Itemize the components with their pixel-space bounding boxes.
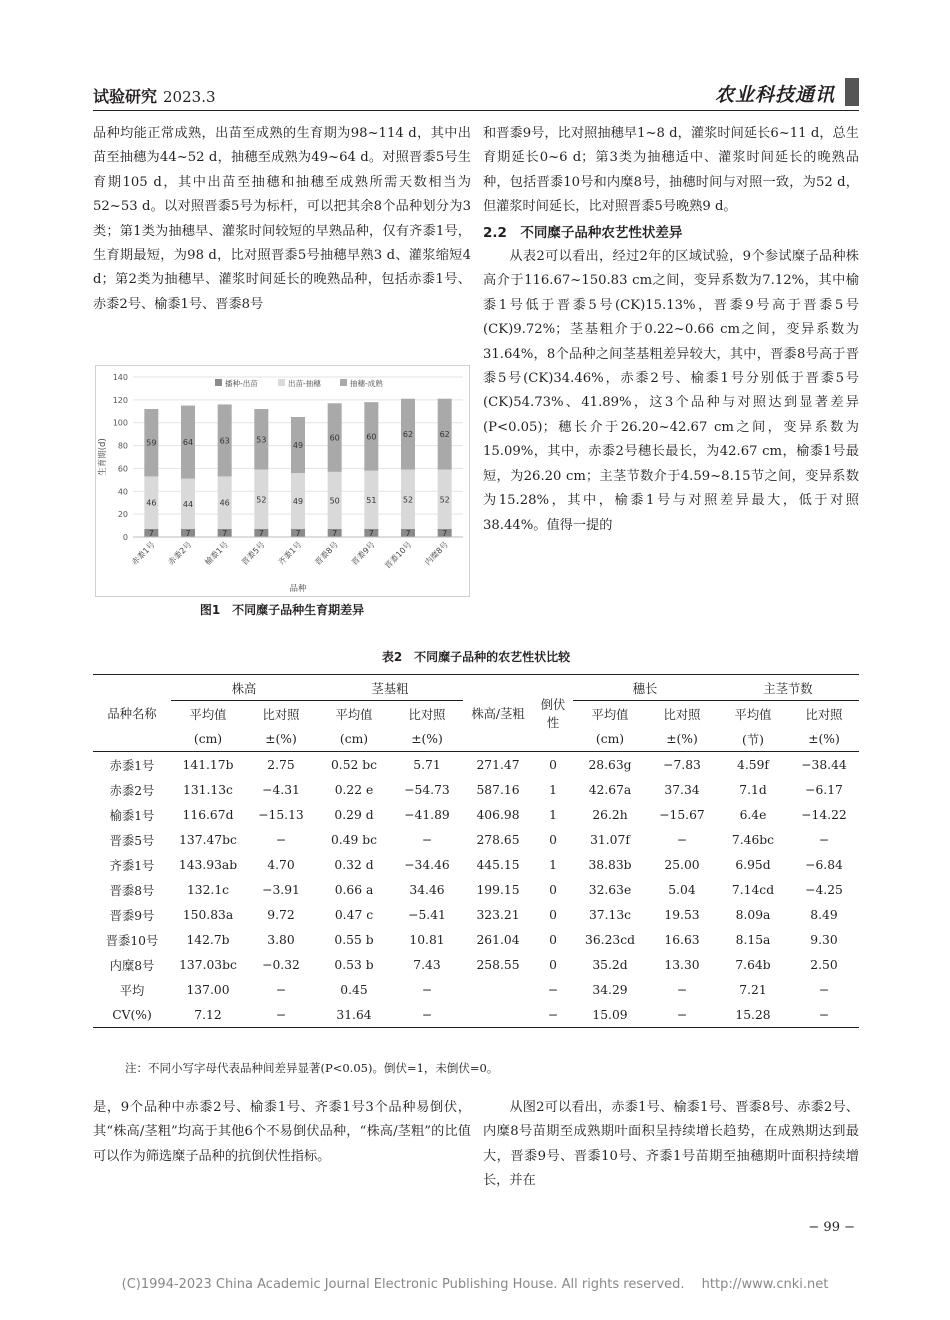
table-cell: 8.09a bbox=[735, 907, 771, 922]
bottom-left-paragraph: 是，9个品种中赤黍2号、榆黍1号、齐黍1号3个品种易倒伏，其“株高/茎粗”均高于其他6个不易倒伏品种，“株高/茎粗”的比值可以作为筛选糜子品种的抗倒伏性指标。 bbox=[93, 1100, 471, 1164]
table-cell: − bbox=[789, 1002, 859, 1028]
table-cell: 0.52 bc bbox=[317, 752, 391, 778]
table-cell: 42.67a bbox=[588, 782, 632, 797]
left-paragraph-1: 品种均能正常成熟，出苗至成熟的生育期为98~114 d，其中出苗至抽穗为44~52 d，抽穗至成熟为49~64 d。对照晋黍5号生育期105 d，其中出苗至抽穗和抽穗至成熟所需天数相当为52~53 d。以对照晋黍5号为标杆，可以把其余8个品种划分为3类；第1类为抽穗早、灌浆时间较短的早熟品种，仅有齐黍1号，生育期最短，为98 d，比对照晋黍5号抽穗早熟3 d、灌浆缩短4 d；第2类为抽穗早、灌浆时间延长的晚熟品种，包括赤黍1号、赤黍2号、榆黍1号、晋黍8号 bbox=[93, 126, 471, 312]
table-cell: −7.83 bbox=[647, 752, 717, 778]
row-label: 榆黍1号 bbox=[109, 808, 155, 823]
th-unit: ±(%) bbox=[265, 731, 297, 746]
table-cell: 137.03bc bbox=[179, 957, 237, 972]
table-cell: 0 bbox=[549, 932, 557, 947]
th-avg: 平均值 bbox=[171, 701, 245, 727]
th-cmp: 比对照 bbox=[245, 701, 317, 727]
data-label: 52 bbox=[402, 495, 414, 505]
th-cmp: 比对照 bbox=[647, 701, 717, 727]
table-cell: 13.30 bbox=[664, 957, 700, 972]
table-cell: 34.46 bbox=[409, 882, 445, 897]
y-axis-label: 生育期(d) bbox=[98, 438, 108, 476]
right-column bbox=[483, 122, 859, 538]
table-2 bbox=[93, 674, 859, 1028]
table-cell: 26.2h bbox=[592, 807, 628, 822]
table-cell: 132.1c bbox=[186, 882, 230, 897]
page-number: − 99 − bbox=[808, 1220, 855, 1235]
x-tick-label: 晋黍10号 bbox=[382, 540, 414, 571]
journal-logo: 农业科技通讯 bbox=[714, 84, 835, 106]
th-cmp: 比对照 bbox=[789, 701, 859, 727]
x-tick-label: 榆黍1号 bbox=[203, 540, 231, 567]
data-label: 50 bbox=[329, 496, 340, 506]
header-marker bbox=[845, 78, 859, 106]
legend-swatch bbox=[215, 379, 222, 386]
table-cell: 1 bbox=[549, 857, 557, 872]
table-cell: 7.64b bbox=[735, 957, 771, 972]
table-cell: −4.25 bbox=[805, 882, 843, 897]
table-cell: 3.80 bbox=[267, 932, 295, 947]
table-cell: 323.21 bbox=[476, 907, 520, 922]
table-cell: 0.47 c bbox=[334, 907, 374, 922]
table-cell: 9.72 bbox=[267, 907, 295, 922]
table-cell: −5.41 bbox=[408, 907, 446, 922]
th-panicle: 穗长 bbox=[573, 675, 717, 701]
th-nodes: 主茎节数 bbox=[717, 675, 859, 701]
table-cell: 16.63 bbox=[664, 932, 700, 947]
table-cell: 116.67d bbox=[182, 807, 234, 822]
row-label: 晋黍10号 bbox=[105, 933, 159, 948]
x-tick-label: 内糜8号 bbox=[423, 540, 451, 567]
y-tick-label: 40 bbox=[117, 487, 128, 497]
th-unit: ±(%) bbox=[666, 731, 698, 746]
x-tick-label: 晋黍8号 bbox=[313, 540, 341, 567]
data-label: 60 bbox=[366, 432, 377, 442]
th-avg: 平均值 bbox=[317, 701, 391, 727]
legend-swatch bbox=[340, 379, 347, 386]
table-cell: −54.73 bbox=[404, 782, 450, 797]
table-cell: − bbox=[647, 1002, 717, 1028]
table-cell: 7.46bc bbox=[731, 832, 775, 847]
row-label: 平均 bbox=[119, 983, 145, 998]
data-label: 7 bbox=[258, 529, 264, 538]
table-cell: − bbox=[275, 832, 287, 847]
data-label: 46 bbox=[219, 498, 230, 508]
table-cell: −15.67 bbox=[659, 807, 705, 822]
right-paragraph-1: 和晋黍9号，比对照抽穗早1~8 d，灌浆时间延长6~11 d，总生育期延长0~6 d；第3类为抽穗适中、灌浆时间延长的晚熟品种，包括晋黍10号和内糜8号，抽穗时间与对照一致，为52 d，但灌浆时间延长，比对照晋黍5号晚熟9 d。 bbox=[483, 126, 859, 215]
table-row bbox=[93, 852, 859, 877]
data-label: 59 bbox=[146, 438, 157, 448]
table-2-caption: 表2 不同糜子品种的农艺性状比较 bbox=[381, 650, 571, 664]
table-cell: 10.81 bbox=[409, 932, 445, 947]
table-cell: 2.50 bbox=[810, 957, 838, 972]
table-cell: − bbox=[533, 1002, 573, 1028]
table-cell: − bbox=[818, 832, 830, 847]
table-cell: 31.64 bbox=[317, 1002, 391, 1028]
row-label: 赤黍2号 bbox=[109, 783, 155, 798]
table-cell: 8.15a bbox=[735, 932, 771, 947]
th-unit: ±(%) bbox=[411, 731, 443, 746]
table-cell: 32.63e bbox=[588, 882, 632, 897]
left-column bbox=[93, 122, 471, 317]
table-row bbox=[93, 952, 859, 977]
th-unit: (节) bbox=[742, 732, 764, 747]
table-cell: 4.59f bbox=[717, 752, 789, 778]
table-cell: 137.47bc bbox=[179, 832, 237, 847]
table-cell: 0 bbox=[549, 907, 557, 922]
data-label: 44 bbox=[182, 499, 194, 509]
table-cell: 9.30 bbox=[810, 932, 838, 947]
bottom-left-column bbox=[93, 1096, 471, 1169]
table-cell: − bbox=[275, 982, 287, 997]
row-label: 晋黍9号 bbox=[109, 908, 155, 923]
table-row bbox=[93, 777, 859, 802]
row-label: CV(%) bbox=[93, 1002, 171, 1028]
data-label: 62 bbox=[439, 430, 450, 440]
table-cell: 0.45 bbox=[340, 982, 368, 997]
data-label: 7 bbox=[222, 529, 228, 538]
y-tick-label: 140 bbox=[112, 373, 128, 382]
table-cell: 6.95d bbox=[735, 857, 771, 872]
table-cell: −34.46 bbox=[404, 857, 450, 872]
th-unit: (cm) bbox=[595, 731, 625, 746]
section-2-2-title: 2.2 不同糜子品种农艺性状差异 bbox=[483, 224, 683, 241]
table-cell: 143.93ab bbox=[178, 857, 238, 872]
bottom-right-paragraph: 从图2可以看出，赤黍1号、榆黍1号、晋黍8号、赤黍2号、内糜8号苗期至成熟期叶面积呈持续增长趋势，在成熟期达到最大，晋黍9号、晋黍10号、齐黍1号苗期至抽穗期叶面积持续增长，并在 bbox=[483, 1100, 859, 1189]
row-label: 晋黍5号 bbox=[109, 833, 155, 848]
legend-entry: 播种-出苗 bbox=[225, 379, 258, 388]
table-cell: 258.55 bbox=[476, 957, 520, 972]
table-cell: 0.49 bc bbox=[330, 832, 378, 847]
x-axis-label: 品种 bbox=[289, 584, 307, 594]
th-name: 品种名称 bbox=[93, 675, 171, 752]
table-cell: 0.53 b bbox=[334, 957, 374, 972]
y-tick-label: 80 bbox=[117, 441, 128, 451]
table-cell: −38.44 bbox=[789, 752, 859, 778]
table-cell: 7.14cd bbox=[731, 882, 775, 897]
table-cell: 406.98 bbox=[476, 807, 520, 822]
table-cell: 1 bbox=[549, 782, 557, 797]
data-label: 7 bbox=[185, 529, 191, 538]
section-label: 试验研究 bbox=[93, 87, 158, 106]
table-row bbox=[93, 802, 859, 827]
table-cell: 141.17b bbox=[171, 752, 245, 778]
legend-swatch bbox=[278, 379, 285, 386]
table-row bbox=[93, 927, 859, 952]
table-cell: 0 bbox=[549, 882, 557, 897]
table-cell: −3.91 bbox=[262, 882, 300, 897]
table-row bbox=[93, 752, 859, 778]
table-cell: 142.7b bbox=[186, 932, 230, 947]
table-cell: 7.1d bbox=[739, 782, 767, 797]
table-cell: 131.13c bbox=[183, 782, 233, 797]
row-label: 晋黍8号 bbox=[109, 883, 155, 898]
table-cell: 0.29 d bbox=[334, 807, 374, 822]
table-cell: 37.34 bbox=[664, 782, 700, 797]
table-cell: −0.32 bbox=[262, 957, 300, 972]
th-ratio: 株高/茎粗 bbox=[463, 675, 533, 752]
data-label: 64 bbox=[182, 438, 194, 448]
data-label: 63 bbox=[219, 436, 230, 446]
th-height: 株高 bbox=[171, 675, 317, 701]
th-lodging: 倒伏性 bbox=[533, 675, 573, 752]
table-cell: 0 bbox=[549, 957, 557, 972]
table-cell: −6.84 bbox=[805, 857, 843, 872]
table-cell: 2.75 bbox=[245, 752, 317, 778]
data-label: 53 bbox=[256, 435, 267, 445]
y-tick-label: 120 bbox=[112, 395, 128, 405]
th-cmp: 比对照 bbox=[391, 701, 463, 727]
table-cell: −15.13 bbox=[258, 807, 304, 822]
table-cell: 0.66 a bbox=[334, 882, 374, 897]
table-cell: − bbox=[547, 982, 559, 997]
row-label: 赤黍1号 bbox=[93, 752, 171, 778]
y-tick-label: 20 bbox=[117, 510, 128, 520]
row-label: 齐黍1号 bbox=[109, 858, 155, 873]
data-label: 7 bbox=[405, 529, 411, 538]
table-row bbox=[93, 977, 859, 1002]
legend-entry: 抽穗-成熟 bbox=[350, 379, 383, 388]
table-cell: 271.47 bbox=[463, 752, 533, 778]
x-tick-label: 齐黍1号 bbox=[276, 540, 304, 567]
table-cell: 36.23cd bbox=[585, 932, 635, 947]
table-cell: −14.22 bbox=[801, 807, 847, 822]
data-label: 7 bbox=[332, 529, 338, 538]
table-cell: 137.00 bbox=[186, 982, 230, 997]
table-cell: 0 bbox=[533, 752, 573, 778]
table-cell: 34.29 bbox=[592, 982, 628, 997]
table-cell: 150.83a bbox=[182, 907, 234, 922]
x-tick-label: 晋黍9号 bbox=[349, 540, 377, 567]
table-cell: 7.12 bbox=[171, 1002, 245, 1028]
row-label: 内糜8号 bbox=[109, 958, 155, 973]
th-avg: 平均值 bbox=[573, 701, 647, 727]
figure-1-caption: 图1 不同糜子品种生育期差异 bbox=[199, 603, 365, 617]
table-cell: 7.43 bbox=[413, 957, 441, 972]
table-cell: 6.4e bbox=[739, 807, 767, 822]
data-label: 7 bbox=[148, 529, 154, 538]
table-cell: − bbox=[245, 1002, 317, 1028]
right-paragraph-2: 从表2可以看出，经过2年的区域试验，9个参试糜子品种株高介于116.67~150.83 cm之间，变异系数为7.12%，其中榆黍1号低于晋黍5号(CK)15.13%，晋黍9号高于晋黍5号(CK)9.72%；茎基粗介于0.22~0.66 cm之间，变异系数为31.64%，8个品种之间茎基粗差异较大，其中，晋黍8号高于晋黍5号(CK)34.46%，赤黍2号、榆黍1号分别低于晋黍5号(CK)54.73%、41.89%，这3个品种与对照达到显著差异(P<0.05)；穗长介于26.20~42.67 cm之间，变异系数为15.09%，其中，赤黍2号穗长最长，为42.67 cm，榆黍1号最短，为26.20 cm；主茎节数介于4.59~8.15节之间，变异系数为15.28%，其中，榆黍1号与对照差异最大，低于对照38.44%。值得一提的 bbox=[483, 249, 859, 533]
data-label: 52 bbox=[439, 495, 450, 505]
table-cell: − bbox=[818, 982, 830, 997]
data-label: 62 bbox=[402, 430, 414, 440]
table-cell: 25.00 bbox=[664, 857, 700, 872]
legend-entry: 出苗-抽穗 bbox=[288, 379, 321, 388]
bottom-right-column bbox=[483, 1096, 859, 1194]
table-cell: − bbox=[676, 832, 688, 847]
table-cell: − bbox=[391, 1002, 463, 1028]
table-cell: − bbox=[676, 982, 688, 997]
th-stem: 茎基粗 bbox=[317, 675, 463, 701]
table-cell: 278.65 bbox=[476, 832, 520, 847]
th-avg: 平均值 bbox=[717, 701, 789, 727]
table-cell: −6.17 bbox=[805, 782, 843, 797]
th-unit: (cm) bbox=[193, 731, 223, 746]
table-cell: 5.71 bbox=[391, 752, 463, 778]
table-cell: 15.28 bbox=[717, 1002, 789, 1028]
table-cell: − bbox=[421, 982, 433, 997]
data-label: 7 bbox=[442, 529, 448, 538]
table-cell: −4.31 bbox=[262, 782, 300, 797]
y-tick-label: 60 bbox=[117, 464, 128, 474]
running-header bbox=[93, 84, 216, 107]
issue-label: 2023.3 bbox=[163, 88, 216, 106]
table-cell: 0.32 d bbox=[334, 857, 374, 872]
data-label: 49 bbox=[292, 441, 304, 450]
copyright-footer: (C)1994-2023 China Academic Journal Electronic Publishing House. All rights reserved. http://www.cnki.net bbox=[121, 1277, 829, 1292]
x-tick-label: 赤黍2号 bbox=[166, 540, 194, 567]
th-unit: (cm) bbox=[339, 731, 369, 746]
x-tick-label: 晋黍5号 bbox=[239, 540, 267, 567]
table-cell bbox=[463, 977, 533, 1002]
table-cell: 8.49 bbox=[810, 907, 838, 922]
data-label: 7 bbox=[368, 529, 374, 538]
table-row bbox=[93, 1002, 859, 1028]
data-label: 7 bbox=[295, 529, 301, 538]
table-row bbox=[93, 902, 859, 927]
table-cell: 587.16 bbox=[476, 782, 520, 797]
table-cell: 31.07f bbox=[590, 832, 630, 847]
table-cell: 4.70 bbox=[267, 857, 295, 872]
table-cell: 1 bbox=[549, 807, 557, 822]
data-label: 60 bbox=[329, 433, 340, 443]
table-note: 注：不同小写字母代表品种间差异显著(P<0.05)。倒伏=1，未倒伏=0。 bbox=[125, 1061, 499, 1075]
table-cell: − bbox=[421, 832, 433, 847]
y-tick-label: 0 bbox=[122, 533, 128, 542]
table-cell: 35.2d bbox=[592, 957, 628, 972]
data-label: 51 bbox=[366, 495, 377, 505]
table-cell: 7.21 bbox=[739, 982, 767, 997]
table-cell: 15.09 bbox=[573, 1002, 647, 1028]
table-cell: 0.55 b bbox=[334, 932, 374, 947]
x-tick-label: 赤黍1号 bbox=[129, 540, 157, 567]
table-cell: 5.04 bbox=[668, 882, 696, 897]
table-cell: 28.63g bbox=[573, 752, 647, 778]
table-cell: 37.13c bbox=[588, 907, 632, 922]
data-label: 49 bbox=[292, 497, 304, 506]
table-cell: 261.04 bbox=[476, 932, 520, 947]
figure-1-chart bbox=[95, 365, 470, 597]
table-row bbox=[93, 877, 859, 902]
header-rule bbox=[93, 110, 859, 111]
table-cell: 445.15 bbox=[476, 857, 520, 872]
table-cell: 0.22 e bbox=[334, 782, 374, 797]
data-label: 52 bbox=[256, 495, 267, 505]
table-cell: 38.83b bbox=[588, 857, 632, 872]
table-cell: 199.15 bbox=[476, 882, 520, 897]
data-label: 46 bbox=[146, 498, 157, 508]
table-row bbox=[93, 827, 859, 852]
y-tick-label: 100 bbox=[112, 418, 128, 428]
table-cell: 19.53 bbox=[664, 907, 700, 922]
table-cell: 0 bbox=[549, 832, 557, 847]
th-unit: ±(%) bbox=[808, 731, 840, 746]
table-cell bbox=[463, 1002, 533, 1028]
table-cell: −41.89 bbox=[404, 807, 450, 822]
